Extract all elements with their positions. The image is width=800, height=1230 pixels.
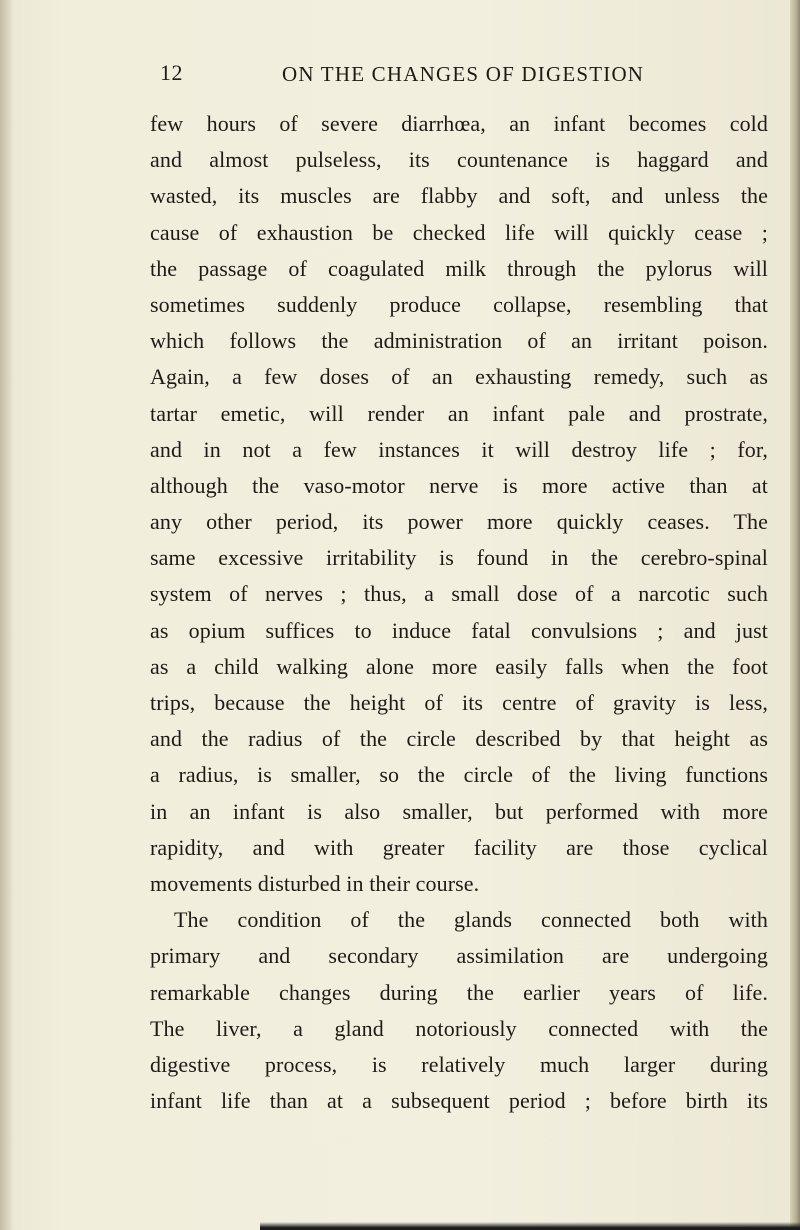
page-edge: [790, 0, 800, 1230]
running-head-title: ON THE CHANGES OF DIGESTION: [282, 62, 645, 86]
text-line: as a child walking alone more easily falls when the foot: [150, 653, 768, 679]
body-text: [150, 106, 768, 1119]
text-line: although the vaso-motor nerve is more active than at: [150, 472, 768, 498]
gutter-shadow: [0, 0, 14, 1230]
text-line: and the radius of the circle described by that height as: [150, 726, 768, 752]
text-line: tartar emetic, will render an infant pale and prostrate,: [150, 400, 768, 426]
text-line: wasted, its muscles are flabby and soft, and unless the: [150, 183, 768, 209]
text-line: The liver, a gland notoriously connected with the: [150, 1015, 768, 1041]
text-line: primary and secondary assimilation are undergoing: [150, 943, 768, 969]
scan-bottom-edge: [260, 1222, 800, 1230]
text-line: as opium suffices to induce fatal convulsions ; and just: [150, 617, 768, 643]
text-line: remarkable changes during the earlier years of life.: [150, 979, 768, 1005]
text-line: in an infant is also smaller, but performed with more: [150, 798, 768, 824]
text-line: movements disturbed in their course.: [150, 870, 480, 896]
text-line: trips, because the height of its centre of gravity is less,: [150, 690, 768, 715]
text-line: digestive process, is relatively much larger during: [150, 1051, 768, 1077]
text-line: The condition of the glands connected both with: [174, 907, 768, 933]
text-line: few hours of severe diarrhœa, an infant becomes cold: [150, 111, 768, 136]
text-line: system of nerves ; thus, a small dose of a narcotic such: [150, 581, 768, 607]
text-line: a radius, is smaller, so the circle of the living functions: [150, 762, 768, 788]
text-line: rapidity, and with greater facility are those cyclical: [150, 834, 768, 860]
text-line: any other period, its power more quickly ceases. The: [150, 509, 768, 535]
text-line: which follows the administration of an irritant poison.: [150, 328, 768, 354]
running-head: [0, 60, 800, 90]
text-line: infant life than at a subsequent period ; before birth its: [150, 1088, 768, 1114]
text-line: Again, a few doses of an exhausting remedy, such as: [150, 364, 768, 390]
text-line: cause of exhaustion be checked life will quickly cease ;: [150, 219, 768, 245]
page-number: 12: [160, 60, 183, 85]
text-line: and almost pulseless, its countenance is haggard and: [150, 147, 768, 173]
text-line: and in not a few instances it will destroy life ; for,: [150, 436, 768, 462]
text-line: sometimes suddenly produce collapse, resembling that: [150, 291, 768, 317]
text-line: the passage of coagulated milk through the pylorus will: [150, 255, 768, 281]
text-line: same excessive irritability is found in the cerebro-spinal: [150, 545, 768, 571]
